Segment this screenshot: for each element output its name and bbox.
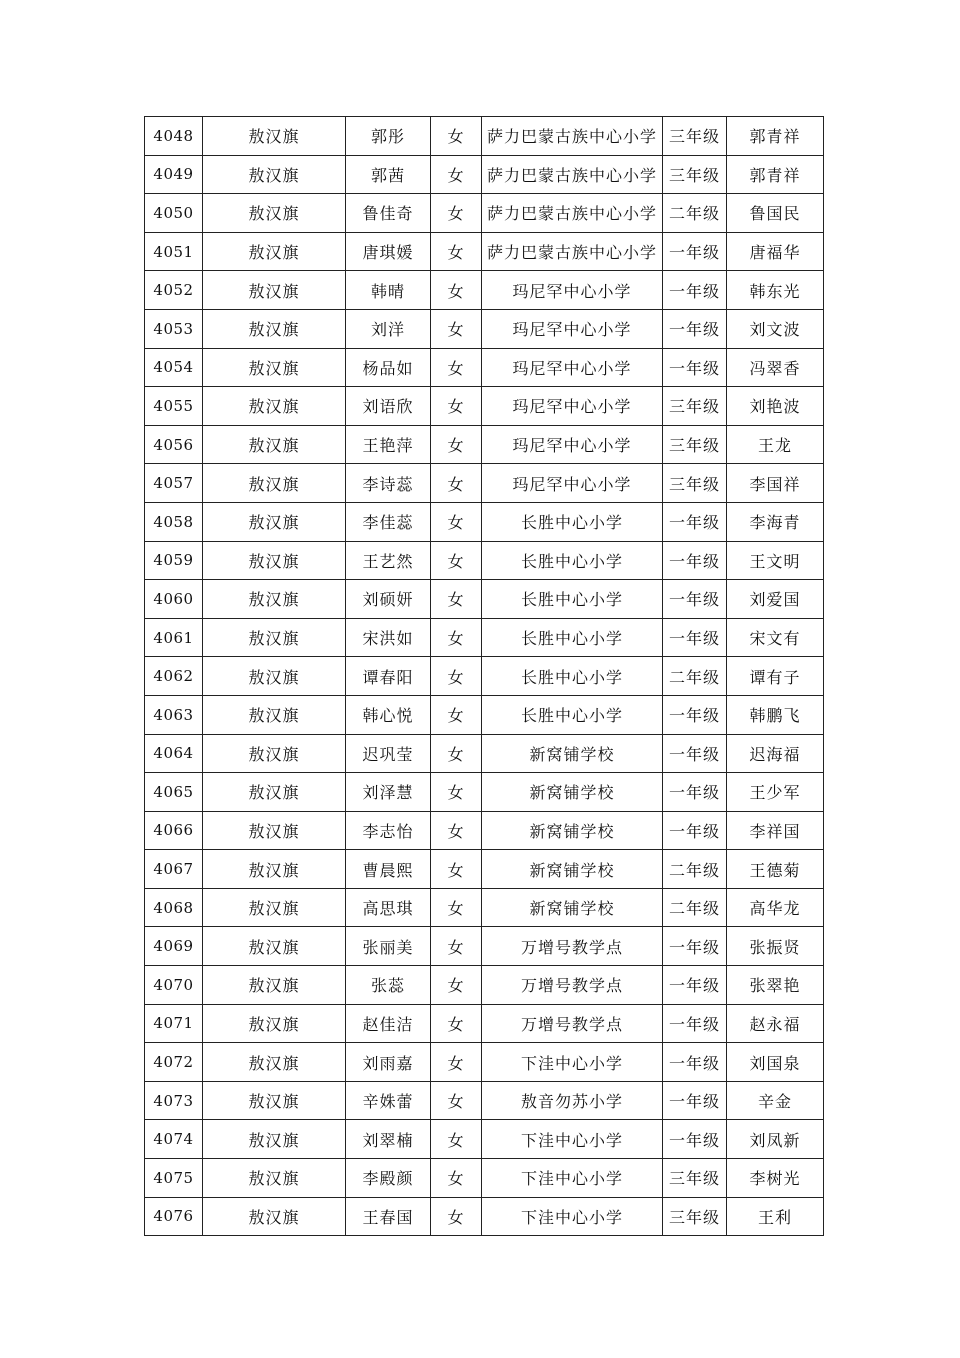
guardian-name-cell: 张振贤 [727, 927, 824, 966]
grade-cell: 一年级 [663, 1004, 727, 1043]
guardian-name-cell: 王德菊 [727, 850, 824, 889]
gender-cell: 女 [431, 271, 482, 310]
gender-cell: 女 [431, 966, 482, 1005]
grade-cell: 二年级 [663, 657, 727, 696]
student-name-cell: 王春国 [346, 1197, 431, 1236]
student-name-cell: 鲁佳奇 [346, 194, 431, 233]
grade-cell: 一年级 [663, 348, 727, 387]
county-cell: 敖汉旗 [203, 1043, 346, 1082]
student-name-cell: 郭茜 [346, 155, 431, 194]
county-cell: 敖汉旗 [203, 387, 346, 426]
grade-cell: 一年级 [663, 966, 727, 1005]
table-row [145, 541, 824, 580]
student-name-cell: 刘洋 [346, 309, 431, 348]
county-cell: 敖汉旗 [203, 464, 346, 503]
school-cell: 万增号教学点 [482, 966, 663, 1005]
guardian-name-cell: 韩鹏飞 [727, 695, 824, 734]
gender-cell: 女 [431, 734, 482, 773]
county-cell: 敖汉旗 [203, 502, 346, 541]
table-row [145, 618, 824, 657]
guardian-name-cell: 宋文有 [727, 618, 824, 657]
number-cell: 4060 [145, 580, 203, 619]
guardian-name-cell: 王文明 [727, 541, 824, 580]
student-name-cell: 李佳蕊 [346, 502, 431, 541]
number-cell: 4074 [145, 1120, 203, 1159]
grade-cell: 三年级 [663, 117, 727, 156]
table-row [145, 155, 824, 194]
county-cell: 敖汉旗 [203, 271, 346, 310]
table-row [145, 117, 824, 156]
county-cell: 敖汉旗 [203, 618, 346, 657]
table-row [145, 271, 824, 310]
number-cell: 4070 [145, 966, 203, 1005]
number-cell: 4053 [145, 309, 203, 348]
county-cell: 敖汉旗 [203, 348, 346, 387]
number-cell: 4049 [145, 155, 203, 194]
grade-cell: 一年级 [663, 1120, 727, 1159]
table-row [145, 1004, 824, 1043]
gender-cell: 女 [431, 502, 482, 541]
school-cell: 玛尼罕中心小学 [482, 309, 663, 348]
guardian-name-cell: 谭有子 [727, 657, 824, 696]
table-row [145, 1120, 824, 1159]
county-cell: 敖汉旗 [203, 1159, 346, 1198]
guardian-name-cell: 刘凤新 [727, 1120, 824, 1159]
guardian-name-cell: 唐福华 [727, 232, 824, 271]
gender-cell: 女 [431, 1081, 482, 1120]
school-cell: 下洼中心小学 [482, 1159, 663, 1198]
school-cell: 新窝铺学校 [482, 811, 663, 850]
grade-cell: 二年级 [663, 850, 727, 889]
table-row [145, 734, 824, 773]
student-name-cell: 高思琪 [346, 888, 431, 927]
table-row [145, 425, 824, 464]
number-cell: 4076 [145, 1197, 203, 1236]
grade-cell: 一年级 [663, 618, 727, 657]
guardian-name-cell: 王少军 [727, 773, 824, 812]
gender-cell: 女 [431, 1120, 482, 1159]
guardian-name-cell: 高华龙 [727, 888, 824, 927]
guardian-name-cell: 辛金 [727, 1081, 824, 1120]
number-cell: 4056 [145, 425, 203, 464]
table-row [145, 580, 824, 619]
county-cell: 敖汉旗 [203, 1197, 346, 1236]
table-row [145, 1159, 824, 1198]
grade-cell: 三年级 [663, 155, 727, 194]
grade-cell: 一年级 [663, 502, 727, 541]
student-name-cell: 李诗蕊 [346, 464, 431, 503]
table-row [145, 695, 824, 734]
county-cell: 敖汉旗 [203, 1120, 346, 1159]
school-cell: 敖音勿苏小学 [482, 1081, 663, 1120]
student-name-cell: 宋洪如 [346, 618, 431, 657]
student-name-cell: 韩晴 [346, 271, 431, 310]
school-cell: 萨力巴蒙古族中心小学 [482, 232, 663, 271]
grade-cell: 一年级 [663, 695, 727, 734]
county-cell: 敖汉旗 [203, 734, 346, 773]
number-cell: 4057 [145, 464, 203, 503]
table-row [145, 927, 824, 966]
table-row [145, 348, 824, 387]
county-cell: 敖汉旗 [203, 117, 346, 156]
number-cell: 4073 [145, 1081, 203, 1120]
county-cell: 敖汉旗 [203, 695, 346, 734]
number-cell: 4072 [145, 1043, 203, 1082]
grade-cell: 三年级 [663, 1159, 727, 1198]
gender-cell: 女 [431, 1197, 482, 1236]
guardian-name-cell: 王利 [727, 1197, 824, 1236]
grade-cell: 一年级 [663, 811, 727, 850]
guardian-name-cell: 李树光 [727, 1159, 824, 1198]
grade-cell: 三年级 [663, 387, 727, 426]
grade-cell: 一年级 [663, 1081, 727, 1120]
school-cell: 新窝铺学校 [482, 888, 663, 927]
gender-cell: 女 [431, 850, 482, 889]
school-cell: 玛尼罕中心小学 [482, 425, 663, 464]
student-name-cell: 唐琪媛 [346, 232, 431, 271]
guardian-name-cell: 郭青祥 [727, 117, 824, 156]
county-cell: 敖汉旗 [203, 194, 346, 233]
guardian-name-cell: 王龙 [727, 425, 824, 464]
gender-cell: 女 [431, 1004, 482, 1043]
grade-cell: 三年级 [663, 425, 727, 464]
student-name-cell: 曹晨熙 [346, 850, 431, 889]
table-row [145, 387, 824, 426]
number-cell: 4064 [145, 734, 203, 773]
table-row [145, 232, 824, 271]
table-row [145, 888, 824, 927]
number-cell: 4063 [145, 695, 203, 734]
county-cell: 敖汉旗 [203, 309, 346, 348]
number-cell: 4051 [145, 232, 203, 271]
number-cell: 4061 [145, 618, 203, 657]
county-cell: 敖汉旗 [203, 966, 346, 1005]
number-cell: 4068 [145, 888, 203, 927]
student-name-cell: 辛姝蕾 [346, 1081, 431, 1120]
student-name-cell: 王艺然 [346, 541, 431, 580]
gender-cell: 女 [431, 657, 482, 696]
gender-cell: 女 [431, 1043, 482, 1082]
school-cell: 万增号教学点 [482, 1004, 663, 1043]
guardian-name-cell: 刘艳波 [727, 387, 824, 426]
guardian-name-cell: 冯翠香 [727, 348, 824, 387]
county-cell: 敖汉旗 [203, 811, 346, 850]
gender-cell: 女 [431, 232, 482, 271]
table-row [145, 194, 824, 233]
student-name-cell: 张丽美 [346, 927, 431, 966]
table-row [145, 773, 824, 812]
school-cell: 玛尼罕中心小学 [482, 271, 663, 310]
gender-cell: 女 [431, 464, 482, 503]
guardian-name-cell: 张翠艳 [727, 966, 824, 1005]
table-row [145, 657, 824, 696]
grade-cell: 二年级 [663, 888, 727, 927]
student-name-cell: 王艳萍 [346, 425, 431, 464]
number-cell: 4075 [145, 1159, 203, 1198]
gender-cell: 女 [431, 811, 482, 850]
school-cell: 新窝铺学校 [482, 734, 663, 773]
grade-cell: 一年级 [663, 773, 727, 812]
student-name-cell: 谭春阳 [346, 657, 431, 696]
student-name-cell: 李殿颜 [346, 1159, 431, 1198]
number-cell: 4055 [145, 387, 203, 426]
gender-cell: 女 [431, 773, 482, 812]
county-cell: 敖汉旗 [203, 232, 346, 271]
county-cell: 敖汉旗 [203, 773, 346, 812]
student-name-cell: 刘泽慧 [346, 773, 431, 812]
number-cell: 4062 [145, 657, 203, 696]
grade-cell: 一年级 [663, 309, 727, 348]
number-cell: 4069 [145, 927, 203, 966]
school-cell: 下洼中心小学 [482, 1043, 663, 1082]
guardian-name-cell: 刘爱国 [727, 580, 824, 619]
school-cell: 新窝铺学校 [482, 850, 663, 889]
school-cell: 玛尼罕中心小学 [482, 464, 663, 503]
gender-cell: 女 [431, 541, 482, 580]
school-cell: 长胜中心小学 [482, 580, 663, 619]
student-name-cell: 迟巩莹 [346, 734, 431, 773]
guardian-name-cell: 李海青 [727, 502, 824, 541]
grade-cell: 一年级 [663, 541, 727, 580]
student-name-cell: 李志怡 [346, 811, 431, 850]
grade-cell: 一年级 [663, 1043, 727, 1082]
gender-cell: 女 [431, 888, 482, 927]
school-cell: 长胜中心小学 [482, 695, 663, 734]
guardian-name-cell: 郭青祥 [727, 155, 824, 194]
gender-cell: 女 [431, 387, 482, 426]
grade-cell: 一年级 [663, 734, 727, 773]
table-row [145, 1197, 824, 1236]
number-cell: 4058 [145, 502, 203, 541]
gender-cell: 女 [431, 194, 482, 233]
guardian-name-cell: 赵永福 [727, 1004, 824, 1043]
table-row [145, 966, 824, 1005]
gender-cell: 女 [431, 618, 482, 657]
grade-cell: 一年级 [663, 580, 727, 619]
student-name-cell: 刘语欣 [346, 387, 431, 426]
school-cell: 萨力巴蒙古族中心小学 [482, 155, 663, 194]
county-cell: 敖汉旗 [203, 888, 346, 927]
number-cell: 4050 [145, 194, 203, 233]
school-cell: 长胜中心小学 [482, 657, 663, 696]
table-row [145, 502, 824, 541]
county-cell: 敖汉旗 [203, 1081, 346, 1120]
student-name-cell: 杨品如 [346, 348, 431, 387]
county-cell: 敖汉旗 [203, 657, 346, 696]
student-name-cell: 张蕊 [346, 966, 431, 1005]
number-cell: 4054 [145, 348, 203, 387]
county-cell: 敖汉旗 [203, 850, 346, 889]
roster-body [145, 117, 824, 1236]
guardian-name-cell: 迟海福 [727, 734, 824, 773]
number-cell: 4066 [145, 811, 203, 850]
student-name-cell: 刘翠楠 [346, 1120, 431, 1159]
guardian-name-cell: 韩东光 [727, 271, 824, 310]
grade-cell: 一年级 [663, 232, 727, 271]
number-cell: 4059 [145, 541, 203, 580]
county-cell: 敖汉旗 [203, 541, 346, 580]
county-cell: 敖汉旗 [203, 580, 346, 619]
number-cell: 4071 [145, 1004, 203, 1043]
gender-cell: 女 [431, 695, 482, 734]
school-cell: 萨力巴蒙古族中心小学 [482, 194, 663, 233]
school-cell: 新窝铺学校 [482, 773, 663, 812]
grade-cell: 一年级 [663, 271, 727, 310]
roster-table [144, 116, 824, 1236]
guardian-name-cell: 刘国泉 [727, 1043, 824, 1082]
student-name-cell: 刘硕妍 [346, 580, 431, 619]
grade-cell: 一年级 [663, 927, 727, 966]
gender-cell: 女 [431, 309, 482, 348]
table-row [145, 1043, 824, 1082]
guardian-name-cell: 鲁国民 [727, 194, 824, 233]
school-cell: 下洼中心小学 [482, 1197, 663, 1236]
guardian-name-cell: 刘文波 [727, 309, 824, 348]
school-cell: 长胜中心小学 [482, 541, 663, 580]
grade-cell: 二年级 [663, 194, 727, 233]
number-cell: 4067 [145, 850, 203, 889]
guardian-name-cell: 李祥国 [727, 811, 824, 850]
school-cell: 萨力巴蒙古族中心小学 [482, 117, 663, 156]
table-row [145, 1081, 824, 1120]
student-name-cell: 赵佳洁 [346, 1004, 431, 1043]
number-cell: 4048 [145, 117, 203, 156]
number-cell: 4052 [145, 271, 203, 310]
gender-cell: 女 [431, 580, 482, 619]
student-name-cell: 韩心悦 [346, 695, 431, 734]
gender-cell: 女 [431, 927, 482, 966]
number-cell: 4065 [145, 773, 203, 812]
grade-cell: 三年级 [663, 1197, 727, 1236]
student-name-cell: 郭彤 [346, 117, 431, 156]
school-cell: 玛尼罕中心小学 [482, 387, 663, 426]
table-row [145, 309, 824, 348]
gender-cell: 女 [431, 348, 482, 387]
county-cell: 敖汉旗 [203, 425, 346, 464]
school-cell: 玛尼罕中心小学 [482, 348, 663, 387]
grade-cell: 三年级 [663, 464, 727, 503]
table-row [145, 850, 824, 889]
student-name-cell: 刘雨嘉 [346, 1043, 431, 1082]
table-row [145, 464, 824, 503]
county-cell: 敖汉旗 [203, 155, 346, 194]
gender-cell: 女 [431, 425, 482, 464]
table-row [145, 811, 824, 850]
school-cell: 万增号教学点 [482, 927, 663, 966]
county-cell: 敖汉旗 [203, 1004, 346, 1043]
school-cell: 长胜中心小学 [482, 618, 663, 657]
gender-cell: 女 [431, 155, 482, 194]
gender-cell: 女 [431, 117, 482, 156]
school-cell: 长胜中心小学 [482, 502, 663, 541]
guardian-name-cell: 李国祥 [727, 464, 824, 503]
gender-cell: 女 [431, 1159, 482, 1198]
county-cell: 敖汉旗 [203, 927, 346, 966]
school-cell: 下洼中心小学 [482, 1120, 663, 1159]
